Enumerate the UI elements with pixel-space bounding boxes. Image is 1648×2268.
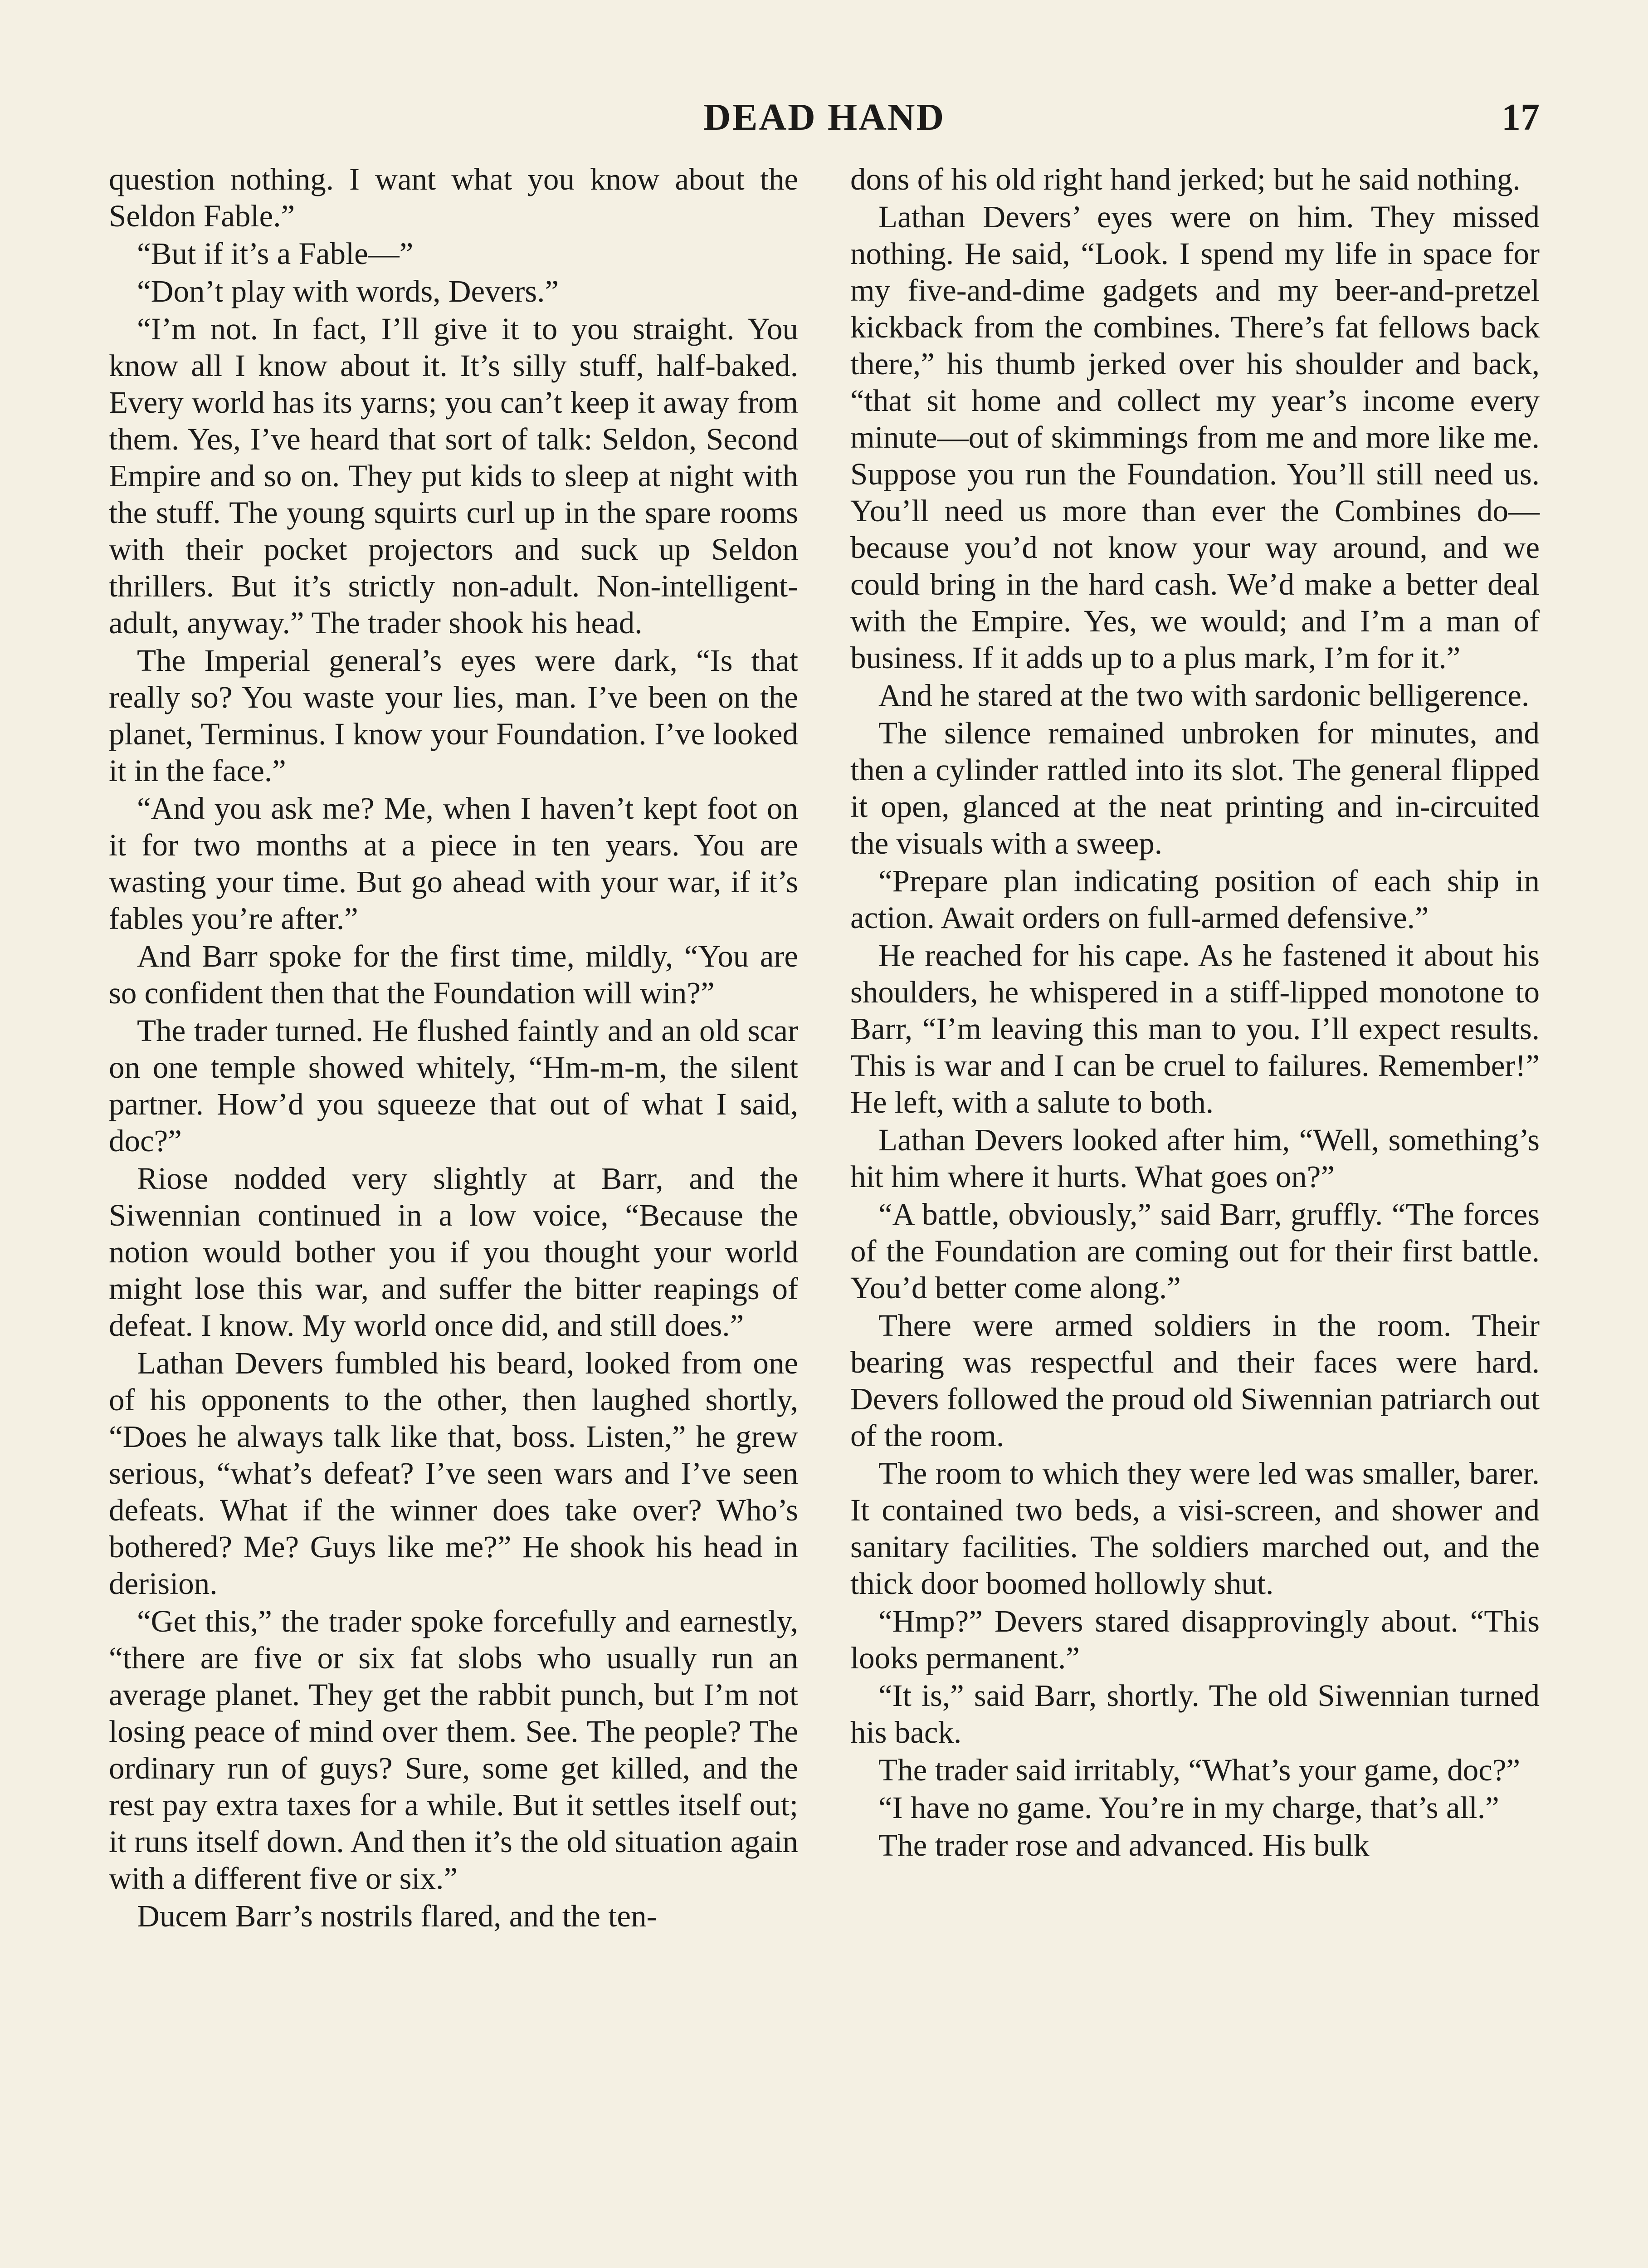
paragraph: “I’m not. In fact, I’ll give it to you straight. You know all I know about it. It’s silly stuff, half-baked. Every world has its yarns; you can’t keep it away from them. Yes, I’ve heard that sort of talk: Seldon, Second Empire and so on. They put kids to sleep at night with the stuff. The young squirts curl up in the spare rooms with their pocket projectors and suck up Seldon thrillers. But it’s strictly non-adult. Non-intelligent-adult, anyway.” The trader shook his head. (109, 312, 798, 640)
paragraph: Lathan Devers fumbled his beard, looked from one of his opponents to the other, then laughed shortly, “Does he always talk like that, boss. Listen,” he grew serious, “what’s defeat? I’ve seen wars and I’ve seen defeats. What if the winner does take over? Who’s bothered? Me? Guys like me?” He shook his head in derision. (109, 1346, 798, 1601)
paragraph: The silence remained unbroken for minutes, and then a cylinder rattled into its slot. The general flipped it open, glanced at the neat printing and in-circuited the visuals with a sweep. (850, 716, 1540, 860)
running-title: DEAD HAND (703, 96, 946, 138)
paragraph: The room to which they were led was smaller, barer. It contained two beds, a visi-screen, and shower and sanitary facilities. The soldiers marched out, and the thick door boomed hollowly shut. (850, 1456, 1540, 1601)
right-column (850, 161, 1540, 1865)
paragraph: “But if it’s a Fable—” (137, 236, 414, 271)
paragraph: Riose nodded very slightly at Barr, and the Siwennian continued in a low voice, “Because the notion would bother you if you thought your world might lose this war, and suffer the bitter reapings of defeat. I know. My world once did, and still does.” (109, 1161, 798, 1343)
paragraph: The Imperial general’s eyes were dark, “Is that really so? You waste your lies, man. I’ve been on the planet, Terminus. I know your Foundation. I’ve looked it in the face.” (109, 643, 798, 788)
paragraph: The trader turned. He flushed faintly and an old scar on one temple showed whitely, “Hm-m-m, the silent partner. How’d you squeeze that out of what I said, doc?” (109, 1013, 798, 1158)
paragraph: He reached for his cape. As he fastened it about his shoulders, he whispered in a stiff-lipped monotone to Barr, “I’m leaving this man to you. I’ll expect results. This is war and I can be cruel to failures. Remember!” He left, with a salute to both. (850, 938, 1540, 1119)
paragraph: Lathan Devers’ eyes were on him. They missed nothing. He said, “Look. I spend my life in space for my five-and-dime gadgets and my beer-and-pretzel kickback from the combines. There’s fat fellows back there,” his thumb jerked over his shoulder and back, “that sit home and collect my year’s income every minute—out of skimmings from me and more like me. Suppose you run the Foundation. You’ll still need us. You’ll need us more than ever the Combines do—because you’d not know your way around, and we could bring in the hard cash. We’d make a better deal with the Empire. Yes, we would; and I’m a man of business. If it adds up to a plus mark, I’m for it.” (850, 200, 1540, 675)
paragraph: “Prepare plan indicating position of each ship in action. Await orders on full-armed defensive.” (850, 864, 1540, 935)
paragraph: “Don’t play with words, Devers.” (137, 274, 559, 308)
paragraph: There were armed soldiers in the room. Their bearing was respectful and their faces were hard. Devers followed the proud old Siwennian patriarch out of the room. (850, 1308, 1540, 1453)
paragraph: “Hmp?” Devers stared disapprovingly about. “This looks permanent.” (850, 1604, 1540, 1675)
paragraph: dons of his old right hand jerked; but he said nothing. (850, 162, 1521, 196)
paragraph: The trader rose and advanced. His bulk (878, 1828, 1370, 1862)
paragraph: The trader said irritably, “What’s your game, doc?” (878, 1753, 1521, 1787)
paragraph: “Get this,” the trader spoke forcefully and earnestly, “there are five or six fat slobs who usually run an average planet. They get the rabbit punch, but I’m not losing peace of mind over them. See. The people? The ordinary run of guys? Sure, some get killed, and the rest pay extra taxes for a while. But it settles itself out; it runs itself down. And then it’s the old situation again with a different five or six.” (109, 1604, 798, 1896)
paragraph: “I have no game. You’re in my charge, that’s all.” (878, 1790, 1499, 1825)
paragraph: question nothing. I want what you know about the Seldon Fable.” (109, 162, 798, 233)
paragraph: And he stared at the two with sardonic belligerence. (878, 678, 1530, 713)
page-header (109, 95, 1540, 150)
paragraph: And Barr spoke for the first time, mildly, “You are so confident then that the Foundation will win?” (109, 939, 798, 1010)
paragraph: Lathan Devers looked after him, “Well, something’s hit him where it hurts. What goes on?” (850, 1123, 1540, 1194)
paragraph: “A battle, obviously,” said Barr, gruffly. “The forces of the Foundation are coming out for their first battle. You’d better come along.” (850, 1197, 1540, 1305)
paragraph: “It is,” said Barr, shortly. The old Siwennian turned his back. (850, 1678, 1540, 1750)
left-column (109, 161, 798, 1936)
paragraph: “And you ask me? Me, when I haven’t kept foot on it for two months at a piece in ten years. You are wasting your time. But go ahead with your war, if it’s fables you’re after.” (109, 791, 798, 936)
paragraph: Ducem Barr’s nostrils flared, and the ten- (137, 1899, 657, 1933)
page-number: 17 (1502, 96, 1540, 138)
